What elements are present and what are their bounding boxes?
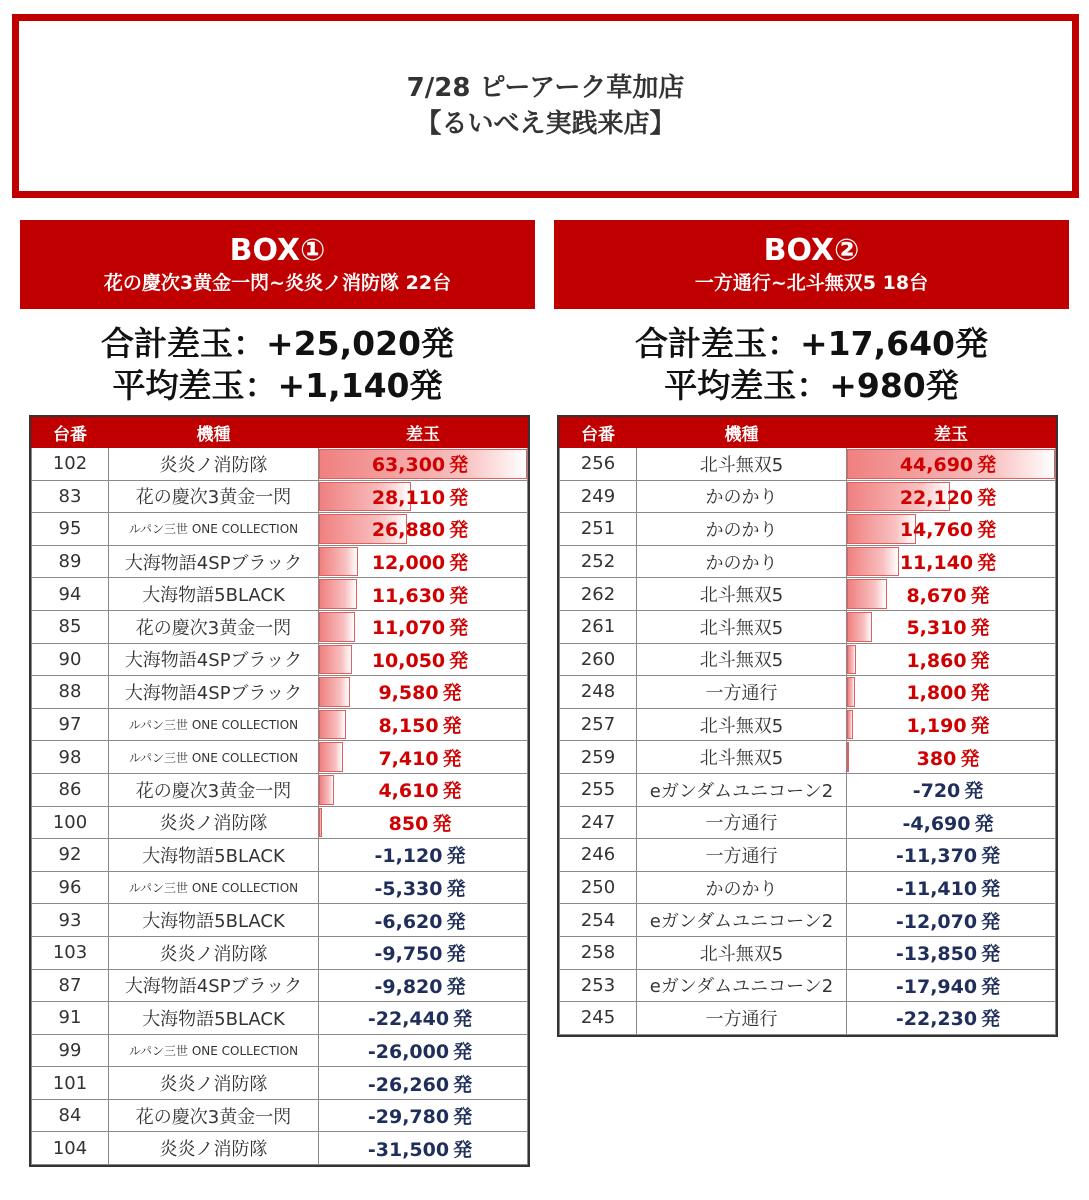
machine-number: 260: [560, 643, 637, 676]
box-1-title: BOX①: [229, 232, 326, 268]
table-row: [32, 513, 528, 546]
box-2-average: 平均差玉：+980発: [664, 366, 959, 405]
difference-cell: [847, 708, 1056, 741]
box-1-rows: [32, 448, 528, 1165]
difference-value: -11,410: [895, 878, 978, 901]
difference-unit: 発: [981, 845, 1001, 868]
machine-number: 254: [560, 904, 637, 937]
machine-number: 93: [32, 904, 109, 937]
machine-model: 北斗無双5: [637, 610, 847, 643]
machine-number: 90: [32, 643, 109, 676]
difference-value: 1,800: [906, 682, 967, 705]
difference-value: 7,410: [378, 747, 439, 770]
machine-model: 北斗無双5: [637, 708, 847, 741]
machine-number: 91: [32, 1002, 109, 1035]
machine-model: 一方通行: [637, 839, 847, 872]
table-row: [32, 1002, 528, 1035]
machine-number: 257: [560, 708, 637, 741]
machine-number: 86: [32, 773, 109, 806]
difference-cell: [847, 513, 1056, 546]
difference-value: 26,880: [371, 519, 446, 542]
difference-cell: [319, 773, 528, 806]
machine-model: ルパン三世 ONE COLLECTION: [109, 708, 319, 741]
box-1-summary: [20, 323, 535, 407]
difference-unit: 発: [446, 845, 466, 868]
difference-cell: [319, 871, 528, 904]
difference-cell: [847, 741, 1056, 774]
box-2-subtitle: 一方通行~北斗無双5 18台: [694, 271, 929, 294]
difference-unit: 発: [442, 682, 462, 705]
difference-unit: 発: [977, 519, 997, 542]
table-row: [32, 1099, 528, 1132]
data-bar: [319, 579, 357, 609]
difference-unit: 発: [977, 552, 997, 575]
machine-model: ルパン三世 ONE COLLECTION: [109, 741, 319, 774]
table-row: [32, 1034, 528, 1067]
difference-cell: [319, 708, 528, 741]
table-row: [32, 1067, 528, 1100]
difference-value: -31,500: [367, 1138, 450, 1161]
table-row: [32, 448, 528, 481]
table-row: [32, 708, 528, 741]
machine-model: ルパン三世 ONE COLLECTION: [109, 871, 319, 904]
title-banner: [12, 14, 1079, 198]
difference-unit: 発: [453, 1106, 473, 1129]
column-header-model: 機種: [637, 418, 847, 448]
difference-value: 4,610: [378, 780, 439, 803]
difference-value: 5,310: [906, 617, 967, 640]
machine-model: 花の慶次3黄金一閃: [109, 1099, 319, 1132]
machine-model: かのかり: [637, 513, 847, 546]
difference-value: 28,110: [371, 486, 446, 509]
difference-value: -5,330: [374, 878, 443, 901]
data-bar: [847, 677, 855, 707]
table-row: [32, 741, 528, 774]
difference-unit: 発: [981, 943, 1001, 966]
difference-value: -9,820: [374, 975, 443, 998]
machine-model: 炎炎ノ消防隊: [109, 936, 319, 969]
machine-model: 北斗無双5: [637, 936, 847, 969]
difference-unit: 発: [977, 454, 997, 477]
difference-cell: [319, 1132, 528, 1165]
difference-unit: 発: [449, 584, 469, 607]
table-row: [560, 806, 1056, 839]
difference-cell: [847, 480, 1056, 513]
difference-cell: [319, 643, 528, 676]
difference-unit: 発: [974, 812, 994, 835]
difference-value: -26,000: [367, 1040, 450, 1063]
box-1-table: [31, 417, 528, 1165]
table-row: [560, 545, 1056, 578]
machine-model: 北斗無双5: [637, 448, 847, 481]
machine-number: 248: [560, 676, 637, 709]
table-row: [32, 871, 528, 904]
table-row: [560, 676, 1056, 709]
machine-number: 251: [560, 513, 637, 546]
page-title: 7/28 ピーアーク草加店: [406, 73, 685, 103]
machine-model: 北斗無双5: [637, 578, 847, 611]
machine-model: 大海物語4SPブラック: [109, 545, 319, 578]
table-row: [560, 1002, 1056, 1035]
table-row: [560, 969, 1056, 1002]
machine-model: eガンダムユニコーン2: [637, 969, 847, 1002]
box-2: [554, 220, 1069, 1031]
machine-model: eガンダムユニコーン2: [637, 904, 847, 937]
table-row: [560, 904, 1056, 937]
difference-unit: 発: [432, 812, 452, 835]
data-bar: [319, 547, 358, 577]
column-header-diff: 差玉: [847, 418, 1056, 448]
difference-unit: 発: [977, 486, 997, 509]
data-bar: [847, 645, 856, 675]
difference-value: -13,850: [895, 943, 978, 966]
difference-unit: 発: [453, 1008, 473, 1031]
machine-number: 101: [32, 1067, 109, 1100]
difference-unit: 発: [449, 486, 469, 509]
box-2-total: 合計差玉：+17,640発: [635, 324, 988, 363]
machine-model: かのかり: [637, 545, 847, 578]
box-1-subtitle: 花の慶次3黄金一閃~炎炎ノ消防隊 22台: [103, 271, 452, 294]
data-bar: [847, 612, 872, 642]
difference-cell: [319, 448, 528, 481]
table-row: [32, 936, 528, 969]
machine-number: 87: [32, 969, 109, 1002]
machine-number: 102: [32, 448, 109, 481]
machine-number: 95: [32, 513, 109, 546]
machine-model: 花の慶次3黄金一閃: [109, 480, 319, 513]
machine-number: 97: [32, 708, 109, 741]
table-row: [32, 545, 528, 578]
machine-number: 252: [560, 545, 637, 578]
difference-value: 380: [916, 747, 957, 770]
difference-cell: [319, 741, 528, 774]
table-row: [560, 643, 1056, 676]
machine-model: 一方通行: [637, 676, 847, 709]
machine-model: 炎炎ノ消防隊: [109, 806, 319, 839]
difference-unit: 発: [453, 1138, 473, 1161]
box-1-total: 合計差玉：+25,020発: [101, 324, 454, 363]
difference-cell: [847, 839, 1056, 872]
difference-cell: [847, 545, 1056, 578]
machine-number: 245: [560, 1002, 637, 1035]
difference-cell: [319, 578, 528, 611]
difference-cell: [847, 806, 1056, 839]
difference-cell: [847, 448, 1056, 481]
box-2-summary: [554, 323, 1069, 407]
machine-number: 258: [560, 936, 637, 969]
difference-value: 11,070: [371, 617, 446, 640]
column-header-no: 台番: [560, 418, 637, 448]
machine-number: 94: [32, 578, 109, 611]
difference-value: 44,690: [899, 454, 974, 477]
machine-model: かのかり: [637, 480, 847, 513]
difference-unit: 発: [981, 975, 1001, 998]
table-row: [560, 480, 1056, 513]
machine-number: 246: [560, 839, 637, 872]
data-bar: [319, 775, 334, 805]
table-row: [32, 578, 528, 611]
difference-cell: [319, 1034, 528, 1067]
difference-unit: 発: [981, 1008, 1001, 1031]
difference-value: -4,690: [902, 812, 971, 835]
difference-value: -6,620: [374, 910, 443, 933]
difference-unit: 発: [970, 584, 990, 607]
table-row: [560, 578, 1056, 611]
difference-cell: [847, 773, 1056, 806]
data-bar: [847, 742, 849, 772]
difference-value: 12,000: [371, 552, 446, 575]
table-row: [560, 513, 1056, 546]
difference-cell: [319, 1099, 528, 1132]
difference-cell: [847, 871, 1056, 904]
machine-model: 北斗無双5: [637, 643, 847, 676]
difference-unit: 発: [960, 747, 980, 770]
table-row: [32, 806, 528, 839]
machine-number: 250: [560, 871, 637, 904]
data-bar: [319, 710, 346, 740]
machine-model: 炎炎ノ消防隊: [109, 1132, 319, 1165]
machine-number: 256: [560, 448, 637, 481]
difference-unit: 発: [970, 715, 990, 738]
difference-cell: [319, 480, 528, 513]
box-2-rows: [560, 448, 1056, 1035]
machine-number: 92: [32, 839, 109, 872]
difference-cell: [319, 676, 528, 709]
machine-number: 89: [32, 545, 109, 578]
difference-cell: [847, 578, 1056, 611]
difference-value: 14,760: [899, 519, 974, 542]
machine-model: 一方通行: [637, 806, 847, 839]
data-bar: [319, 742, 343, 772]
difference-unit: 発: [964, 780, 984, 803]
table-row: [32, 839, 528, 872]
difference-unit: 発: [442, 747, 462, 770]
table-row: [560, 773, 1056, 806]
difference-unit: 発: [449, 519, 469, 542]
difference-unit: 発: [446, 975, 466, 998]
machine-number: 85: [32, 610, 109, 643]
difference-unit: 発: [449, 552, 469, 575]
table-header-row: [32, 418, 528, 448]
machine-number: 96: [32, 871, 109, 904]
table-row: [560, 839, 1056, 872]
machine-number: 249: [560, 480, 637, 513]
difference-cell: [847, 969, 1056, 1002]
difference-cell: [319, 839, 528, 872]
machine-model: かのかり: [637, 871, 847, 904]
difference-value: 11,630: [371, 584, 446, 607]
box-1-header: [20, 220, 535, 309]
box-1-average: 平均差玉：+1,140発: [112, 366, 443, 405]
difference-value: 9,580: [378, 682, 439, 705]
difference-cell: [319, 936, 528, 969]
machine-model: 炎炎ノ消防隊: [109, 448, 319, 481]
machine-number: 255: [560, 773, 637, 806]
machine-number: 83: [32, 480, 109, 513]
table-row: [32, 480, 528, 513]
machine-number: 99: [32, 1034, 109, 1067]
difference-value: -1,120: [374, 845, 443, 868]
machine-model: 一方通行: [637, 1002, 847, 1035]
machine-model: ルパン三世 ONE COLLECTION: [109, 1034, 319, 1067]
machine-number: 103: [32, 936, 109, 969]
difference-cell: [319, 969, 528, 1002]
machine-model: 大海物語5BLACK: [109, 839, 319, 872]
table-row: [560, 448, 1056, 481]
difference-cell: [847, 904, 1056, 937]
difference-unit: 発: [449, 454, 469, 477]
difference-value: 8,670: [906, 584, 967, 607]
difference-value: 10,050: [371, 649, 446, 672]
data-bar: [847, 547, 899, 577]
table-row: [560, 610, 1056, 643]
machine-number: 88: [32, 676, 109, 709]
machine-number: 100: [32, 806, 109, 839]
difference-unit: 発: [449, 649, 469, 672]
difference-unit: 発: [449, 617, 469, 640]
table-row: [560, 741, 1056, 774]
difference-value: -9,750: [374, 943, 443, 966]
machine-number: 253: [560, 969, 637, 1002]
difference-value: -17,940: [895, 975, 978, 998]
machine-model: 大海物語5BLACK: [109, 1002, 319, 1035]
data-bar: [319, 677, 350, 707]
table-row: [32, 676, 528, 709]
difference-unit: 発: [446, 943, 466, 966]
machine-model: 花の慶次3黄金一閃: [109, 610, 319, 643]
difference-cell: [847, 936, 1056, 969]
machine-model: 大海物語5BLACK: [109, 578, 319, 611]
difference-unit: 発: [446, 878, 466, 901]
machine-number: 247: [560, 806, 637, 839]
difference-cell: [319, 806, 528, 839]
difference-cell: [847, 610, 1056, 643]
machine-number: 98: [32, 741, 109, 774]
difference-value: 1,860: [906, 649, 967, 672]
difference-value: 11,140: [899, 552, 974, 575]
difference-cell: [319, 1067, 528, 1100]
difference-value: -12,070: [895, 910, 978, 933]
difference-cell: [847, 676, 1056, 709]
table-row: [32, 904, 528, 937]
data-bar: [319, 808, 322, 838]
difference-cell: [847, 643, 1056, 676]
difference-cell: [319, 610, 528, 643]
difference-cell: [319, 513, 528, 546]
table-row: [560, 936, 1056, 969]
data-bar: [319, 645, 352, 675]
difference-cell: [319, 545, 528, 578]
difference-value: -22,440: [367, 1008, 450, 1031]
difference-unit: 発: [446, 910, 466, 933]
data-bar: [847, 579, 887, 609]
machine-model: eガンダムユニコーン2: [637, 773, 847, 806]
table-row: [32, 969, 528, 1002]
box-2-table: [559, 417, 1056, 1035]
difference-unit: 発: [442, 715, 462, 738]
difference-value: 8,150: [378, 715, 439, 738]
table-row: [32, 610, 528, 643]
table-row: [560, 708, 1056, 741]
table-header-row: [560, 418, 1056, 448]
machine-model: 北斗無双5: [637, 741, 847, 774]
difference-value: 22,120: [899, 486, 974, 509]
difference-value: -26,260: [367, 1073, 450, 1096]
machine-number: 84: [32, 1099, 109, 1132]
difference-value: -22,230: [895, 1008, 978, 1031]
machine-model: 花の慶次3黄金一閃: [109, 773, 319, 806]
machine-model: 炎炎ノ消防隊: [109, 1067, 319, 1100]
page-subtitle: 【るいべえ実践来店】: [415, 109, 676, 139]
difference-value: -11,370: [895, 845, 978, 868]
difference-value: 1,190: [906, 715, 967, 738]
machine-model: 大海物語4SPブラック: [109, 643, 319, 676]
box-2-title: BOX②: [763, 232, 860, 268]
machine-model: 大海物語4SPブラック: [109, 676, 319, 709]
machine-model: ルパン三世 ONE COLLECTION: [109, 513, 319, 546]
difference-unit: 発: [442, 780, 462, 803]
machine-number: 262: [560, 578, 637, 611]
difference-cell: [319, 904, 528, 937]
difference-unit: 発: [970, 649, 990, 672]
data-bar: [847, 710, 853, 740]
machine-number: 104: [32, 1132, 109, 1165]
column-header-model: 機種: [109, 418, 319, 448]
box-1: [20, 220, 535, 1161]
difference-cell: [847, 1002, 1056, 1035]
table-row: [32, 643, 528, 676]
difference-unit: 発: [453, 1073, 473, 1096]
table-row: [32, 1132, 528, 1165]
difference-cell: [319, 1002, 528, 1035]
difference-unit: 発: [453, 1040, 473, 1063]
column-header-no: 台番: [32, 418, 109, 448]
difference-value: 63,300: [371, 454, 446, 477]
difference-value: 850: [388, 812, 429, 835]
data-bar: [319, 612, 355, 642]
column-header-diff: 差玉: [319, 418, 528, 448]
difference-unit: 発: [981, 910, 1001, 933]
difference-value: -720: [912, 780, 961, 803]
difference-unit: 発: [970, 682, 990, 705]
machine-number: 261: [560, 610, 637, 643]
machine-model: 大海物語4SPブラック: [109, 969, 319, 1002]
machine-model: 大海物語5BLACK: [109, 904, 319, 937]
table-row: [32, 773, 528, 806]
machine-number: 259: [560, 741, 637, 774]
table-row: [560, 871, 1056, 904]
difference-unit: 発: [970, 617, 990, 640]
box-2-header: [554, 220, 1069, 309]
difference-value: -29,780: [367, 1106, 450, 1129]
difference-unit: 発: [981, 878, 1001, 901]
